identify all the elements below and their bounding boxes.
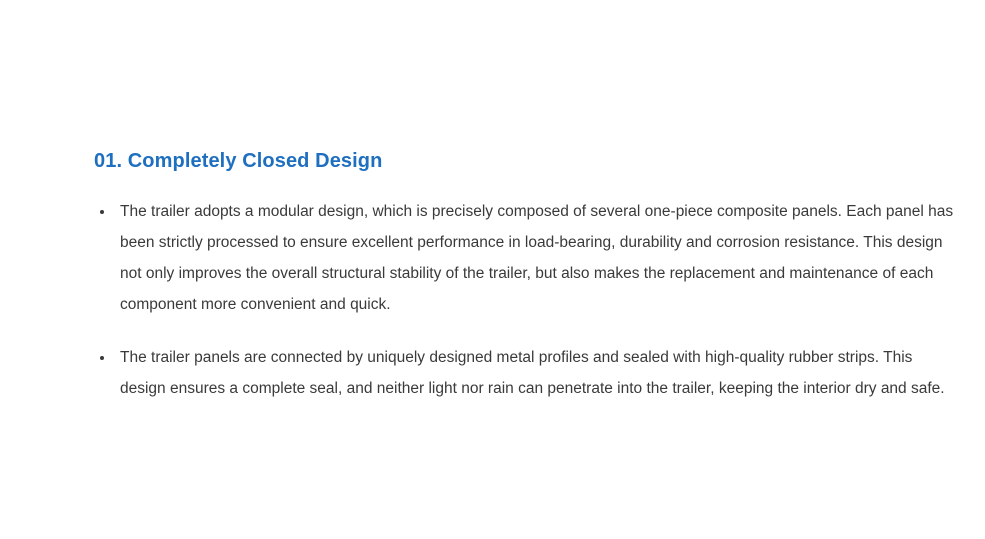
list-item: The trailer adopts a modular design, which is precisely composed of several one-piece composite panels. Each panel has been strictly processed to ensure excellent performance in load-bearing, durability and corrosion resistance. This design not only improves the overall structural stability of the trailer, but also makes the replacement and maintenance of each component more convenient and quick. [94, 196, 954, 320]
feature-bullet-list [94, 196, 954, 404]
section-content [94, 148, 954, 404]
list-item: The trailer panels are connected by uniquely designed metal profiles and sealed with high-quality rubber strips. This design ensures a complete seal, and neither light nor rain can penetrate into the trailer, keeping the interior dry and safe. [94, 342, 954, 404]
section-heading: 01. Completely Closed Design [94, 150, 383, 172]
